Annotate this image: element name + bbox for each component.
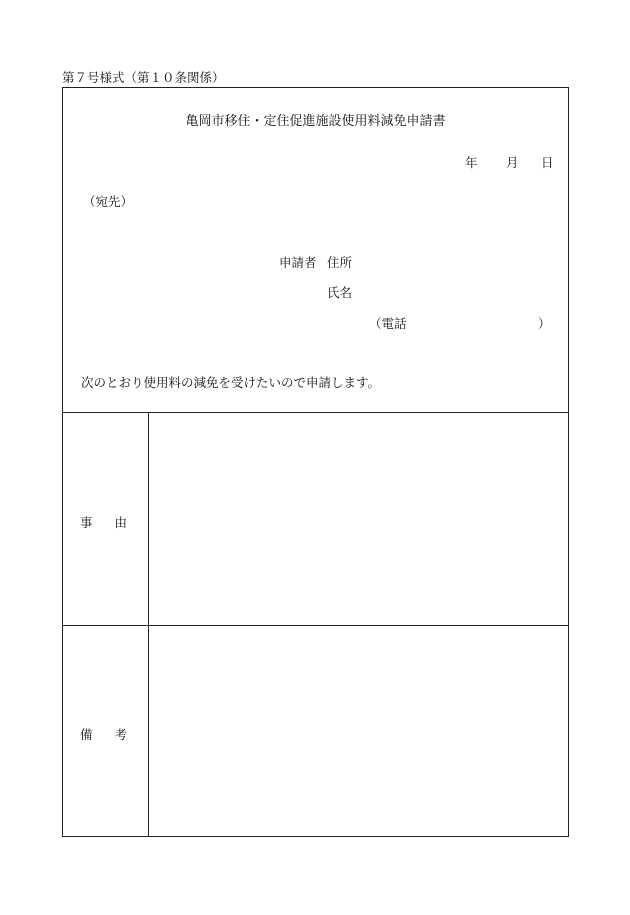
date-day-label: 日 (541, 155, 554, 170)
reason-label: 事由 (80, 515, 150, 530)
date-year-label: 年 (465, 155, 478, 170)
phone-label: （電話 (369, 316, 407, 331)
addressee-label: （宛先） (83, 194, 134, 209)
form-number: 第７号様式（第１０条関係） (62, 70, 225, 85)
phone-close-paren: ） (538, 316, 551, 331)
form-title: 亀岡市移住・定住促進施設使用料減免申請書 (185, 114, 446, 129)
application-statement: 次のとおり使用料の減免を受けたいので申請します。 (81, 375, 381, 390)
remarks-label: 備考 (80, 727, 150, 742)
applicant-label: 申請者 (279, 255, 317, 270)
application-form (62, 87, 569, 837)
name-label: 氏名 (327, 285, 353, 300)
remarks-field[interactable] (149, 626, 568, 836)
date-month-label: 月 (506, 155, 519, 170)
reason-field[interactable] (149, 413, 568, 624)
address-label: 住所 (327, 255, 353, 270)
